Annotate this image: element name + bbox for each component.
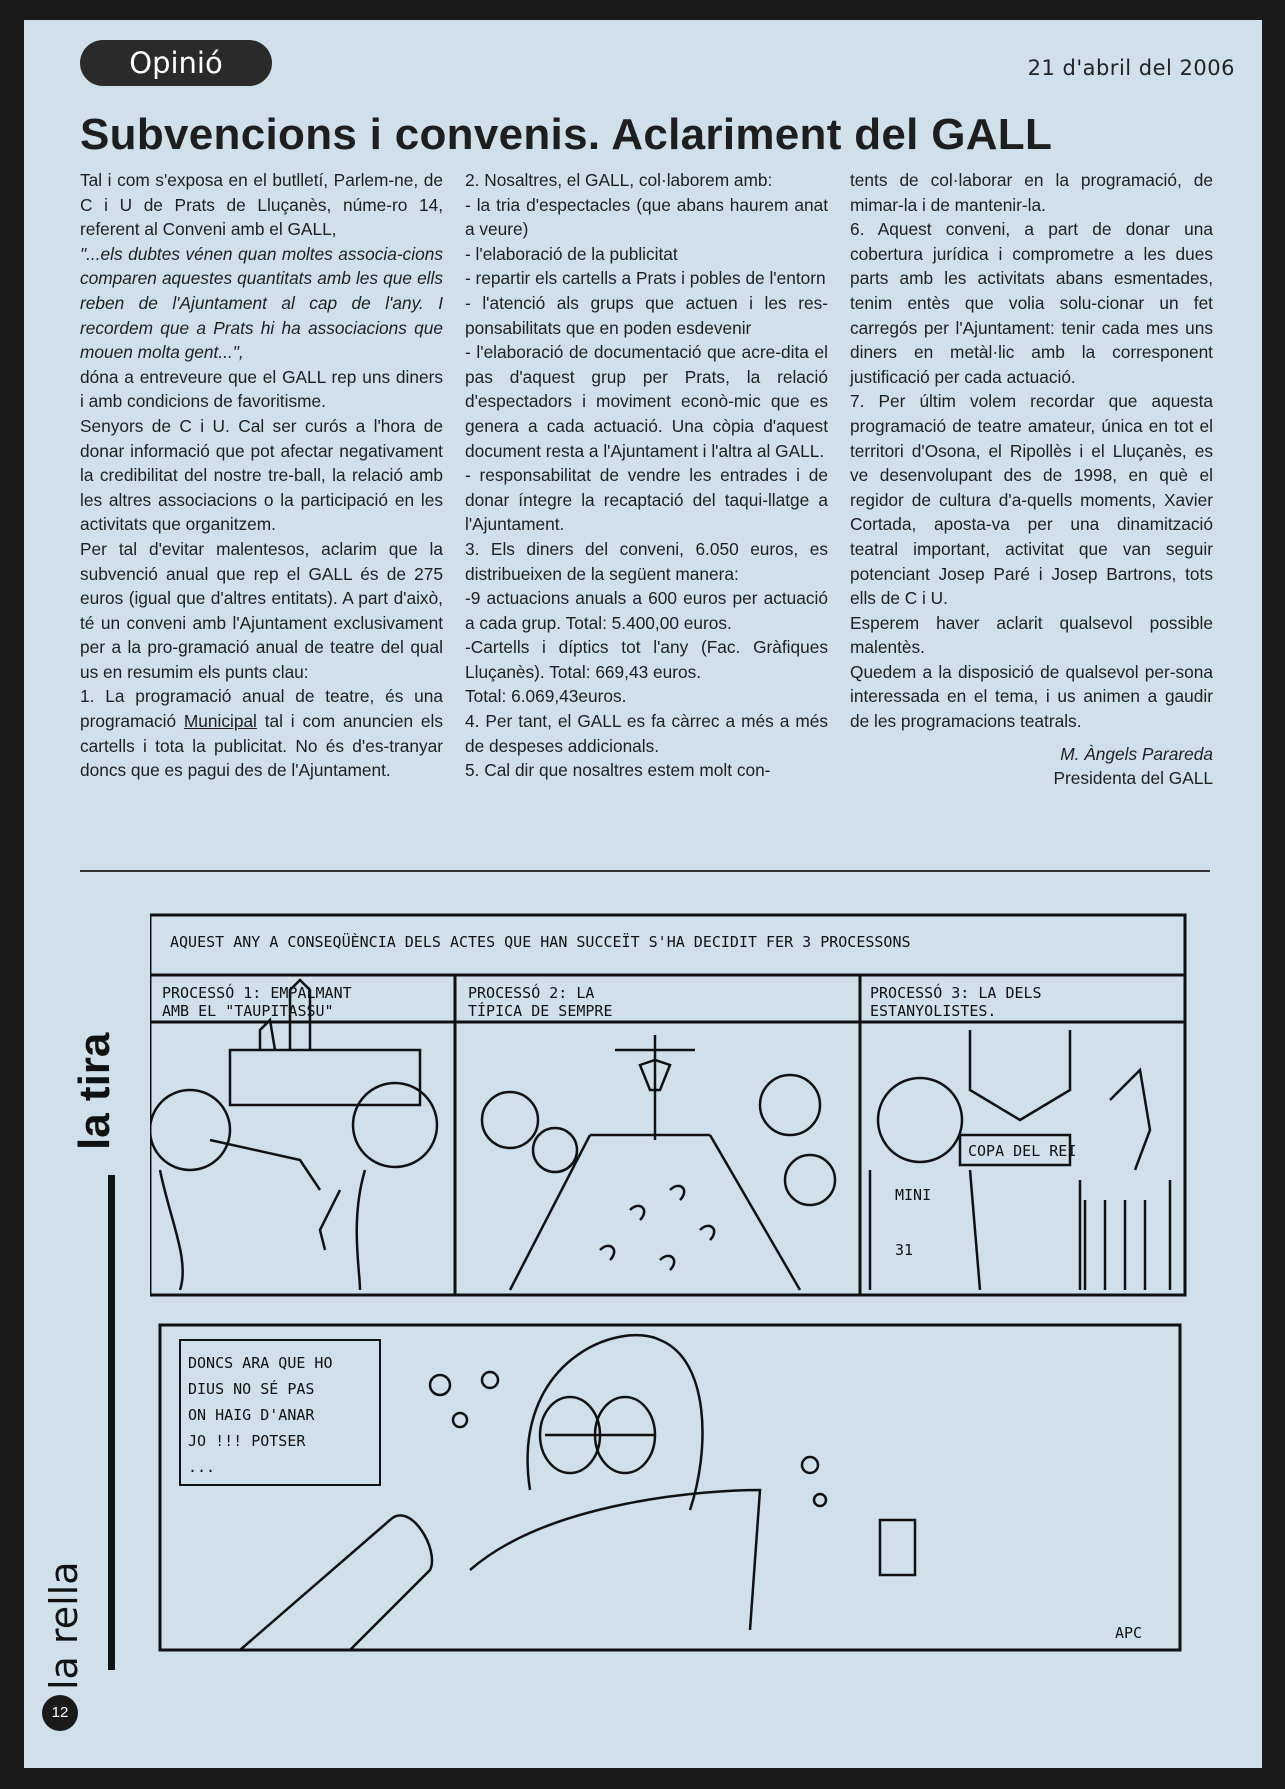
text: 1. La programació anual de teatre, és una programació: [80, 686, 443, 732]
paragraph: tents de col·laborar en la programació, de mimar-la i de mantenir-la.: [850, 170, 1213, 215]
paragraph: dóna a entreveure que el GALL rep uns diners i amb condicions de favoritisme.: [80, 366, 443, 412]
column-3: [850, 168, 1213, 791]
comic-bottom-frame: [160, 1325, 1180, 1650]
panel1-caption: AMB EL "TAUPITASSU": [162, 1002, 334, 1020]
comic-section-label: la tira: [70, 1032, 119, 1150]
list-item: - l'elaboració de documentació que acre-dita el pas d'aquest grup per Prats, la relació d'espectadors i moviment econò-mic que es genera a cada actuació. Una còpia d'aquest document resta a l'Ajuntament i l'altra al GALL.: [465, 342, 828, 461]
vertical-bar: [108, 1175, 115, 1670]
paragraph: Total: 6.069,43euros.: [465, 686, 627, 707]
magazine-name: la rella: [42, 1561, 86, 1690]
speech-line: JO !!! POTSER: [188, 1432, 306, 1450]
paragraph: 4. Per tant, el GALL es fa càrrec a més a més de despeses addicionals.: [465, 711, 828, 756]
paragraph: Per tal d'evitar malentesos, aclarim que la subvenció anual que rep el GALL és de 275 euros (igual que d'altres entitats). A part d'això, té un conveni amb l'Ajuntament exclusivament per a la pro-gramació anual de teatre del qual us en resumim els punts clau:: [80, 538, 443, 682]
text: tal i com anuncien els cartells i tota la publicitat. No és d'es-tranyar doncs que es pagui des de l'Ajuntament.: [80, 711, 444, 781]
panel1-drawing: [150, 980, 437, 1290]
paragraph: 7. Per últim volem recordar que aquesta programació de teatre amateur, única en tot el territori d'Osona, el Ripollès i el Lluçanès, es ve desenvolupant des de 1998, en què el regidor de cultura d'a-quells moments, Xavier Cortada, aposta-va per una dinamització teatral important, activitat que van seguir potenciant Josep Paré i Josep Bartrons, tots ells de C i U.: [850, 391, 1213, 609]
paragraph: 3. Els diners del conveni, 6.050 euros, es distribueixen de la següent manera:: [465, 538, 828, 584]
list-item: - la tria d'espectacles (que abans haurem anat a veure): [465, 194, 828, 240]
column-1: [80, 168, 443, 791]
list-item: - l'elaboració de la publicitat: [465, 243, 678, 264]
publication-date: 21 d'abril del 2006: [1027, 56, 1235, 80]
list-item: - responsabilitat de vendre les entrades i de donar íntegre la recaptació del taqui-llatge a l'Ajuntament.: [465, 465, 828, 535]
page-number: 12: [42, 1695, 78, 1731]
panel2-caption: PROCESSÓ 2: LA: [468, 984, 595, 1002]
panel3-drawing: [870, 1030, 1170, 1290]
comic-strip: [150, 890, 1190, 1660]
paragraph: 5. Cal dir que nosaltres estem molt con-: [465, 760, 771, 781]
speech-line: DONCS ARA QUE HO: [188, 1354, 333, 1372]
divider: [80, 870, 1210, 872]
quote: "...els dubtes vénen quan moltes associa-cions comparen aquestes quantitats amb les que ells reben de l'Ajuntament al cap de l'any. I recordem que a Prats hi ha associacions que mouen molta gent...",: [80, 243, 443, 363]
paragraph: Tal i com s'exposa en el butlletí, Parlem-ne, de C i U de Prats de Lluçanès, núme-ro 14, referent al Conveni amb el GALL,: [80, 170, 443, 240]
underlined-word: Municipal: [183, 711, 257, 732]
section-label: Opinió: [80, 40, 272, 86]
signature-role: Presidenta del GALL: [1053, 768, 1213, 789]
signature-name: M. Àngels Parareda: [1060, 743, 1213, 764]
column-2: [465, 168, 828, 791]
comic-header: AQUEST ANY A CONSEQÜÈNCIA DELS ACTES QUE HAN SUCCEÏT S'HA DECIDIT FER 3 PROCESSONS: [170, 933, 911, 951]
article-title: Subvencions i convenis. Aclariment del GALL: [80, 110, 1053, 159]
list-item: - repartir els cartells a Prats i pobles de l'entorn: [465, 268, 826, 289]
cup-label: COPA DEL REI: [968, 1142, 1077, 1160]
panel1-caption: PROCESSÓ 1: EMPALMANT: [162, 984, 352, 1002]
panel2-caption: TÍPICA DE SEMPRE: [468, 1002, 613, 1020]
panel2-drawing: [482, 1035, 835, 1290]
paragraph: Quedem a la disposició de qualsevol per-sona interessada en el tema, i us animen a gaudir de les programacions teatrals.: [850, 661, 1213, 732]
paragraph: -9 actuacions anuals a 600 euros per actuació a cada grup. Total: 5.400,00 euros.: [465, 588, 828, 633]
speech-line: ON HAIG D'ANAR: [188, 1406, 315, 1424]
panel3-caption: ESTANYOLISTES.: [870, 1002, 997, 1020]
list-item: - l'atenció als grups que actuen i les res-ponsabilitats que en poden esdevenir: [465, 292, 828, 338]
article-body: [80, 168, 1213, 791]
paragraph: Esperem haver aclarit qualsevol possible malentès.: [850, 612, 1213, 658]
shirt-name: MINI: [895, 1186, 932, 1204]
speech-line: DIUS NO SÉ PAS: [188, 1380, 315, 1398]
paragraph: 2. Nosaltres, el GALL, col·laborem amb:: [465, 170, 773, 190]
panel3-caption: PROCESSÓ 3: LA DELS: [870, 984, 1042, 1002]
bottom-panel-drawing: [240, 1335, 915, 1650]
speech-line: ...: [188, 1458, 216, 1476]
artist-signature: APC: [1115, 1624, 1143, 1642]
paragraph: Senyors de C i U. Cal ser curós a l'hora de donar informació que pot afectar negativament la credibilitat del nostre tre-ball, la relació amb les altres associacions o la participació en les activitats que organitzem.: [80, 415, 443, 535]
shirt-number: 31: [895, 1241, 914, 1259]
paragraph: 6. Aquest conveni, a part de donar una cobertura jurídica i comprometre a les dues parts amb les activitats abans esmentades, tenim entès que volia solu-cionar un fet carregós per l'Ajuntament: tenir cada mes uns diners en metàl·lic amb la corresponent justificació per cada actuació.: [850, 219, 1213, 387]
signature: [850, 742, 1213, 791]
paragraph: -Cartells i díptics tot l'any (Fac. Gràfiques Lluçanès). Total: 669,43 euros.: [465, 637, 828, 682]
paragraph: [80, 684, 443, 782]
